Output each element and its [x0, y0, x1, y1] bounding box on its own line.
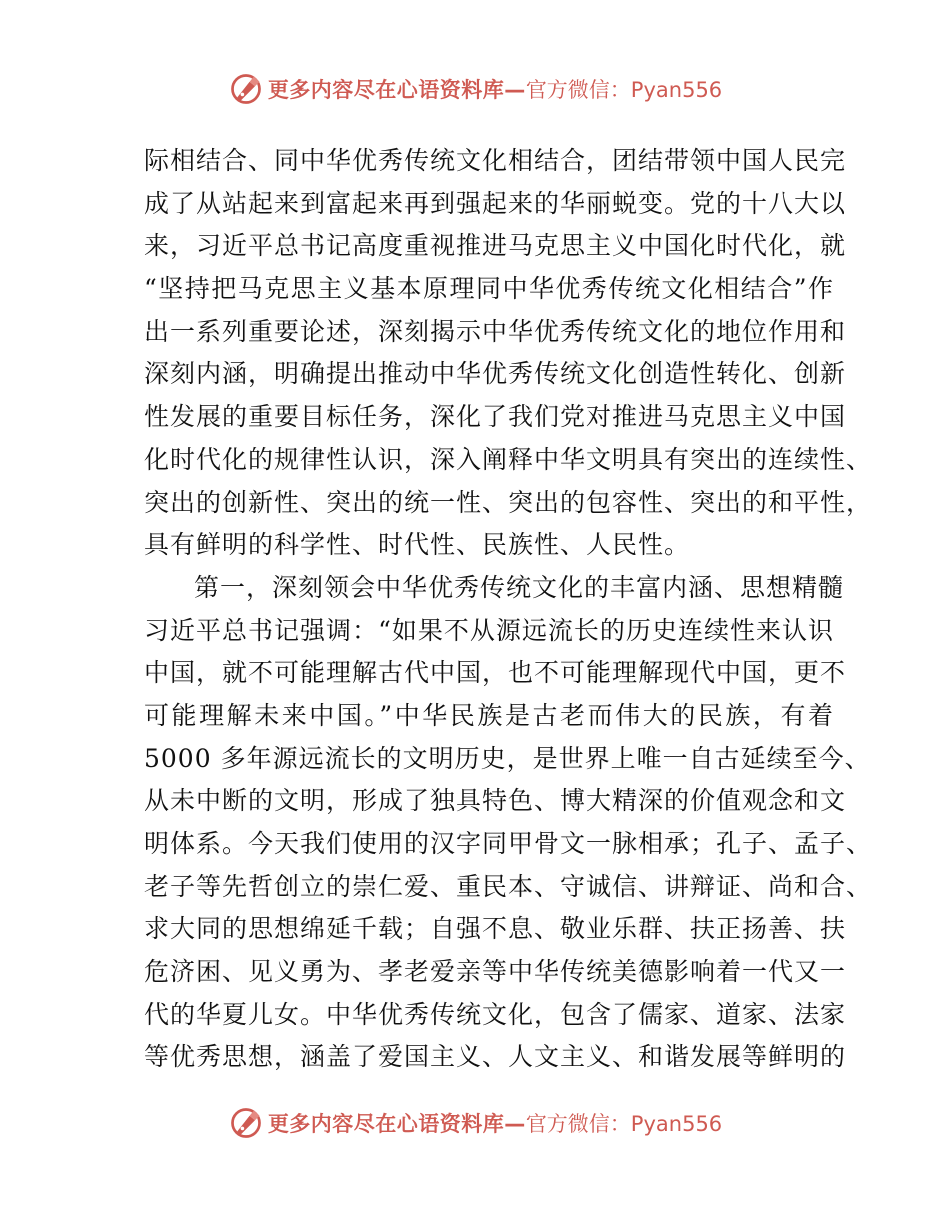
- body-line: 习近平总书记强调：“如果不从源远流长的历史连续性来认识: [144, 615, 834, 645]
- body-line: 具有鲜明的科学性、时代性、民族性、人民性。: [144, 530, 691, 560]
- body-line: 明体系。今天我们使用的汉字同甲骨文一脉相承；孔子、孟子、: [144, 829, 873, 858]
- body-line: 从未中断的文明，形成了独具特色、博大精深的价值观念和文: [144, 786, 847, 816]
- body-line: 中国，就不可能理解古代中国，也不可能理解现代中国，更不: [144, 658, 847, 688]
- body-line: 危济困、见义勇为、孝老爱亲等中华传统美德影响着一代又一: [144, 957, 847, 987]
- body-line: 突出的创新性、突出的统一性、突出的包容性、突出的和平性，: [144, 487, 873, 517]
- body-line: 深刻内涵，明确提出推动中华优秀传统文化创造性转化、创新: [144, 359, 847, 389]
- body-line: 出一系列重要论述，深刻揭示中华优秀传统文化的地位作用和: [144, 316, 847, 346]
- header-watermark: [0, 66, 950, 112]
- footer-watermark: [0, 1100, 950, 1146]
- body-line: 5000 多年源远流长的文明历史，是世界上唯一自古延续至今、: [144, 743, 871, 773]
- body-line: 求大同的思想绵延千载；自强不息、敬业乐群、扶正扬善、扶: [144, 914, 847, 944]
- body-line: 可能理解未来中国。”中华民族是古老而伟大的民族，有着: [144, 700, 834, 730]
- body-line: “坚持把马克思主义基本原理同中华优秀传统文化相结合”作: [144, 274, 834, 304]
- body-line: 化时代化的规律性认识，深入阐释中华文明具有突出的连续性、: [144, 444, 873, 474]
- watermark-wechat: 官方微信：Pyan556: [525, 1112, 723, 1136]
- watermark-text: 更多内容尽在心语资料库—: [267, 78, 526, 102]
- pen-nib-icon: [228, 71, 264, 107]
- body-line: 性发展的重要目标任务，深化了我们党对推进马克思主义中国: [144, 402, 847, 432]
- section-heading: 第一，深刻领会中华优秀传统文化的丰富内涵、思想精髓: [194, 572, 845, 602]
- body-line: 际相结合、同中华优秀传统文化相结合，团结带领中国人民完: [144, 146, 847, 175]
- body-line: 成了从站起来到富起来再到强起来的华丽蜕变。党的十八大以: [144, 188, 847, 218]
- watermark-wechat: 官方微信：Pyan556: [525, 78, 723, 102]
- body-line: 代的华夏儿女。中华优秀传统文化，包含了儒家、道家、法家: [144, 999, 847, 1029]
- watermark-text: 更多内容尽在心语资料库—: [267, 1112, 526, 1136]
- body-line: 来，习近平总书记高度重视推进马克思主义中国化时代化，就: [144, 231, 847, 261]
- body-line: 等优秀思想，涵盖了爱国主义、人文主义、和谐发展等鲜明的: [144, 1042, 847, 1072]
- pen-nib-icon: [228, 1105, 264, 1141]
- document-body: [144, 140, 873, 1079]
- body-line: 老子等先哲创立的崇仁爱、重民本、守诚信、讲辩证、尚和合、: [144, 871, 873, 901]
